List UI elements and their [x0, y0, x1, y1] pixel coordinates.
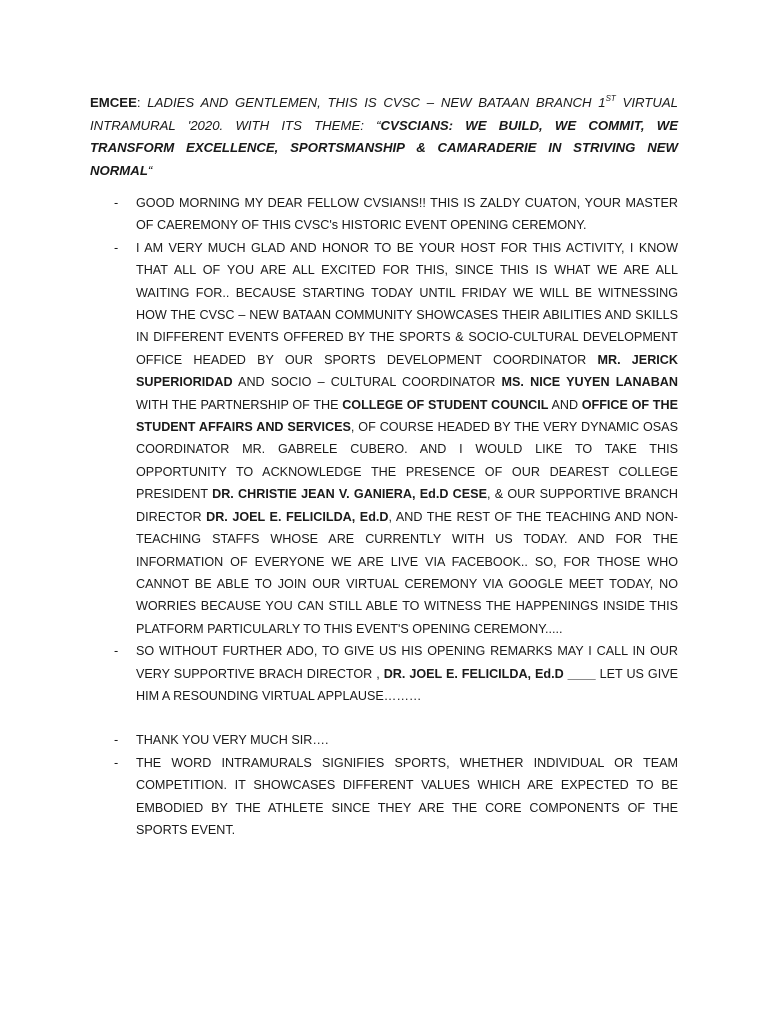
speaker-colon: :	[136, 95, 148, 110]
list-item-remarks-call	[90, 640, 678, 707]
sports-coordinator-name: MR. JERICK SUPERIORIDAD	[136, 352, 678, 390]
remarks-text-1: SO WITHOUT FURTHER ADO, TO GIVE US HIS OPENING REMARKS MAY I CALL IN OUR VERY SUPPORTIVE BRACH DIRECTOR ,	[136, 644, 678, 681]
remarks-text-2: LET US GIVE HIM A RESOUNDING VIRTUAL APPLAUSE………	[136, 666, 678, 703]
greeting-text: GOOD MORNING MY DEAR FELLOW CVSIANS!! THIS IS ZALDY CUATON, YOUR MASTER OF CAEREMONY OF THIS CVSC's HISTORIC EVENT OPENING CEREMONY.	[136, 196, 678, 233]
welcome-text-3: WITH THE PARTNERSHIP OF THE	[136, 397, 343, 412]
intro-text-a: LADIES AND GENTLEMEN, THIS IS CVSC – NEW BATAAN BRANCH 1	[147, 95, 606, 110]
intro-text-b: VIRTUAL INTRAMURAL '2020. WITH ITS THEME: “	[90, 95, 679, 133]
bullet-dash: -	[114, 755, 119, 770]
bullet-dash: -	[114, 644, 119, 659]
welcome-text-6: , & OUR SUPPORTIVE BRANCH DIRECTOR	[136, 487, 678, 524]
bullet-dash: -	[114, 733, 119, 748]
welcome-text-2: AND SOCIO – CULTURAL COORDINATOR	[232, 375, 502, 390]
welcome-text-7: , AND THE REST OF THE TEACHING AND NON-TEACHING STAFFS WHOSE ARE CURRENTLY WITH US TODAY. AND FOR THE INFORMATION OF EVERYONE WE ARE LIVE VIA FACEBOOK.. SO, FOR THOSE WHO CANNOT BE ABLE TO JOIN OUR VIRTUAL CEREMONY VIA GOOGLE MEET TODAY, NO WORRIES BECAUSE YOU CAN STILL ABLE TO WITNESS THE HAPPENINGS INSIDE THIS PLATFORM PARTICULARLY TO THIS EVENT'S OPENING CEREMONY.....	[136, 509, 678, 636]
ordinal-suffix: ST	[605, 94, 616, 103]
event-theme: CVSCIANS: WE BUILD, WE COMMIT, WE TRANSFORM EXCELLENCE, SPORTSMANSHIP & CAMARADERIE IN STRIVING NEW NORMAL	[90, 117, 678, 178]
thanks-text: THANK YOU VERY MUCH SIR….	[136, 733, 329, 748]
bullet-dash: -	[114, 196, 119, 210]
speaker-label: EMCEE	[90, 95, 137, 110]
welcome-text-5: , OF COURSE HEADED BY THE VERY DYNAMIC OSAS COORDINATOR MR. GABRELE CUBERO. AND I WOULD LIKE TO TAKE THIS OPPORTUNITY TO ACKNOWLEDGE THE PRESENCE OF OUR DEAREST COLLEGE PRESIDENT	[136, 420, 678, 502]
list-item-thanks	[90, 729, 678, 751]
branch-director-name: DR. JOEL E. FELICILDA, Ed.D	[206, 509, 389, 524]
intramurals-text: THE WORD INTRAMURALS SIGNIFIES SPORTS, WHETHER INDIVIDUAL OR TEAM COMPETITION. IT SHOWCASES DIFFERENT VALUES WHICH ARE EXPECTED TO BE EMBODIED BY THE ATHLETE SINCE THEY ARE THE CORE COMPONENTS OF THE SPORTS EVENT.	[136, 755, 678, 837]
cultural-coordinator-name: MS. NICE YUYEN LANABAN	[501, 375, 678, 390]
welcome-text-4: AND	[548, 397, 582, 412]
list-item-intramurals	[90, 752, 678, 842]
director-name-blank: DR. JOEL E. FELICILDA, Ed.D ____	[383, 666, 596, 681]
list-item-welcome	[90, 237, 678, 640]
intro-paragraph	[90, 92, 678, 182]
theme-close-quote: “	[147, 162, 153, 178]
list-item-greeting	[90, 192, 678, 237]
osas-office-name: OFFICE OF THE STUDENT AFFAIRS AND SERVICES	[136, 397, 678, 435]
student-council-name: COLLEGE OF STUDENT COUNCIL	[342, 397, 549, 412]
welcome-text-1: I AM VERY MUCH GLAD AND HONOR TO BE YOUR HOST FOR THIS ACTIVITY, I KNOW THAT ALL OF YOU ARE ALL EXCITED FOR THIS, SINCE THIS IS WHAT WE ARE ALL WAITING FOR.. BECAUSE STARTING TODAY UNTIL FRIDAY WE WILL BE WITNESSING HOW THE CVSC – NEW BATAAN COMMUNITY SHOWCASES THEIR ABILITIES AND SKILLS IN DIFFERENT EVENTS OFFERED BY THE SPORTS & SOCIO-CULTURAL DEVELOPMENT OFFICE HEADED BY OUR SPORTS DEVELOPMENT COORDINATOR	[136, 240, 678, 367]
script-list	[90, 192, 678, 841]
bullet-dash: -	[114, 240, 119, 255]
college-president-name: DR. CHRISTIE JEAN V. GANIERA, Ed.D CESE	[212, 487, 487, 502]
